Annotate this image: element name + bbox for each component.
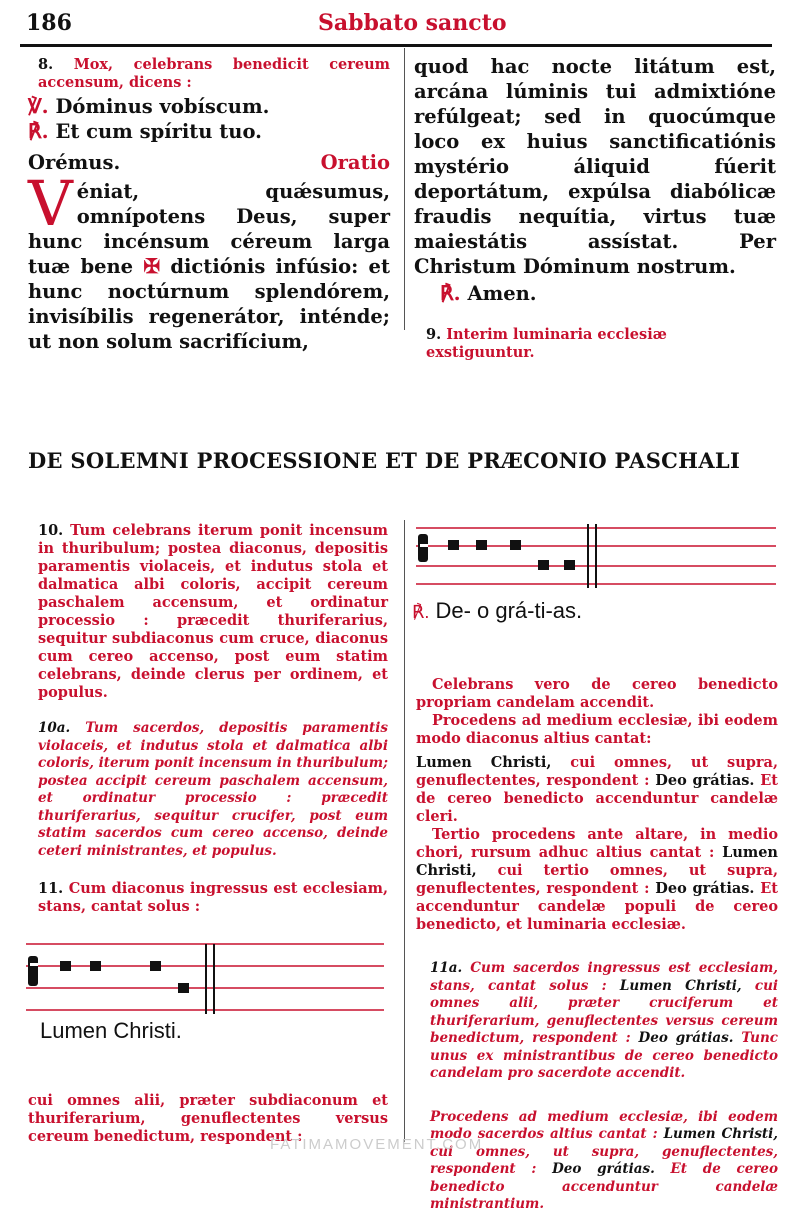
right-top-column [414, 54, 776, 362]
lumen-christi-sacerdos: Lumen Christi, [663, 1126, 778, 1142]
rubric-11-text: Cum diaconus ingressus est ecclesiam, stans, cantat solus : [38, 880, 388, 915]
prayer-initial: V [28, 167, 73, 240]
chant-staff-deo-gratias [412, 522, 780, 592]
chant-note [60, 961, 71, 971]
lumen-christi-2: Lumen Christi, [416, 754, 552, 771]
page-number: 186 [26, 10, 72, 36]
versicle [28, 94, 390, 119]
response [28, 119, 390, 144]
left-bottom-column [28, 522, 388, 916]
rubric-11a-number: 11a. [430, 960, 463, 976]
chant-staff-lumen-christi [22, 938, 390, 1014]
chant-note [90, 961, 101, 971]
column-divider-bottom [404, 520, 405, 1142]
rubric-11a-mid: cui omnes alii, præter cruciferum et thuriferarium, genuflectentes versus cereum benedictum, respondent : [430, 977, 779, 1046]
prayer-continuation: quod hac nocte litátum est, arcána lúminis tui admixtióne refúlgeat; sed in quocúmque loco ex huius sanctificatiónis mystério áliquid fúerit deportátum, expúlsa diabólicæ fraudis nequítia, virtus tuæ maiestátis assístat. Per Christum Dóminum nostrum. [414, 55, 776, 278]
chant-text-lumen: Lumen Christi. [40, 1018, 182, 1043]
chant-response-text: De- o grá-ti-as. [435, 598, 583, 623]
rubric-10a-number: 10a. [38, 720, 71, 736]
rubric-lumen-second [416, 754, 778, 826]
rubric-8-text: Mox, celebrans benedicit cereum accensum, dicens : [38, 56, 390, 91]
deo-gratias-3: Deo grátias. [655, 880, 755, 897]
amen-symbol: ℟. [440, 281, 461, 305]
rubric-10 [28, 522, 388, 702]
deo-gratias-11a: Deo grátias. [638, 1030, 734, 1046]
collect-prayer [28, 167, 390, 354]
rubric-10a [28, 720, 388, 860]
rubric-11a-end: Tunc unus ex ministrantibus de cereo benedicto candelam pro sacerdote accendit. [430, 1030, 779, 1081]
oremus-line [28, 150, 390, 175]
response-text: Et cum spíritu tuo. [55, 120, 262, 143]
oratio-heading: Oratio [320, 151, 390, 174]
rubric-procedens-sacerdos-end: Et de cereo benedicto accenduntur candelæ ministrantium. [430, 1161, 779, 1212]
chant-note [564, 560, 575, 570]
rubric-procedens: Procedens ad medium ecclesiæ, ibi eodem modo diaconus altius cantat: [416, 712, 778, 747]
rubric-9 [414, 326, 776, 362]
versicle-text: Dóminus vobíscum. [55, 95, 270, 118]
rubric-11-number: 11. [38, 880, 64, 897]
rubric-procedens-sacerdos-text: Procedens ad medium ecclesiæ, ibi eodem modo sacerdos altius cantat : [430, 1108, 778, 1142]
rubric-8 [28, 56, 390, 92]
amen-response [414, 281, 776, 306]
rubric-procedens-sacerdos-mid: cui omnes, ut supra, genuflectentes, respondent : [430, 1143, 778, 1177]
rubric-11a-text: Cum sacerdos ingressus est ecclesiam, stans, cantat solus : [430, 960, 779, 994]
rubric-bottom-left: cui omnes alii, præter subdiaconum et thuriferarium, genuflectentes versus cereum benedictum, respondent : [28, 1092, 388, 1145]
chant-response-symbol: ℟. [412, 602, 430, 622]
column-divider-top [404, 48, 405, 330]
rubric-tertio-end: Et accenduntur candelæ populi de cereo benedicto, et luminaria ecclesiæ. [416, 880, 778, 933]
versicle-symbol: ℣. [28, 94, 49, 118]
header-rule [20, 44, 772, 47]
prayer-part-2: dictiónis infúsio: et hunc noctúrnum splendórem, invisíbilis regenerátor, inténde; ut non solum sacrifícium, [28, 255, 390, 353]
chant-note [448, 540, 459, 550]
chant-note [510, 540, 521, 550]
rubric-11 [28, 880, 388, 916]
chant-note [476, 540, 487, 550]
rubric-9-text: Interim luminaria ecclesiæ exstiguuntur. [426, 326, 667, 361]
deo-gratias-sacerdos: Deo grátias. [552, 1161, 655, 1177]
chant-note [178, 983, 189, 993]
rubric-candle: Celebrans vero de cereo benedicto propriam candelam accendit. [416, 676, 778, 711]
chant-text-deo-gratias [412, 598, 582, 624]
left-top-column [28, 56, 390, 354]
amen-text: Amen. [467, 282, 537, 305]
lumen-christi-3: Lumen Christi, [416, 844, 778, 879]
page-title: Sabbato sancto [318, 10, 507, 36]
lumen-christi-11a: Lumen Christi, [619, 977, 742, 994]
prayer-part-1: éniat, quǽsumus, omnípotens Deus, super hunc incénsum céreum larga tuæ bene [28, 180, 390, 278]
rubric-lumen-second-end: Et de cereo benedicto accenduntur candelæ cleri. [416, 772, 778, 825]
right-bottom-column [416, 676, 778, 1214]
rubric-10-number: 10. [38, 522, 64, 539]
blessing-cross-icon: ✠ [143, 254, 161, 278]
response-symbol: ℟. [28, 119, 49, 143]
rubric-tertio-mid: cui tertio omnes, ut supra, genuflectentes, respondent : [416, 862, 778, 897]
rubric-tertio-text: Tertio procedens ante altare, in medio chori, rursum adhuc altius cantat : [416, 826, 778, 861]
rubric-10-text: Tum celebrans iterum ponit incensum in thuribulum; postea diaconus, depositis paramentis violaceis, et indutus stola et dalmatica albi coloris, accipit cereum paschalem accensum, et ordinatur processio : præcedit thuriferarius, sequitur subdiaconus cum cruce, diaconus cum cereo accenso, post eum statim celebrans, deinde clerus per ordinem, et populus. [38, 522, 388, 701]
rubric-11a [416, 960, 778, 1083]
rubric-9-number: 9. [426, 326, 442, 343]
rubric-procedens-sacerdos [416, 1109, 778, 1214]
section-title: DE SOLEMNI PROCESSIONE ET DE PRÆCONIO PASCHALI [28, 448, 741, 473]
rubric-lumen-second-text: cui omnes, ut supra, genuflectentes, respondent : [416, 754, 778, 789]
watermark: FATIMAMOVEMENT.COM [270, 1136, 484, 1153]
c-clef-icon [28, 956, 38, 986]
c-clef-icon [418, 534, 428, 562]
chant-note [150, 961, 161, 971]
oremus: Orémus. [28, 151, 121, 174]
rubric-tertio [416, 826, 778, 934]
rubric-8-number: 8. [38, 56, 54, 73]
deo-gratias-2: Deo grátias. [655, 772, 755, 789]
chant-note [538, 560, 549, 570]
rubric-10a-text: Tum sacerdos, depositis paramentis violaceis, et indutus stola et dalmatica albi coloris, iterum ponit incensum in thuribulum; postea accipit cereum paschalem accensum, et ordinatur processio : præcedit thuriferarius, sequitur crucifer, post eum statim sacerdos cum cereo accenso, deinde ceteri ministrantes, et populus. [38, 720, 388, 859]
